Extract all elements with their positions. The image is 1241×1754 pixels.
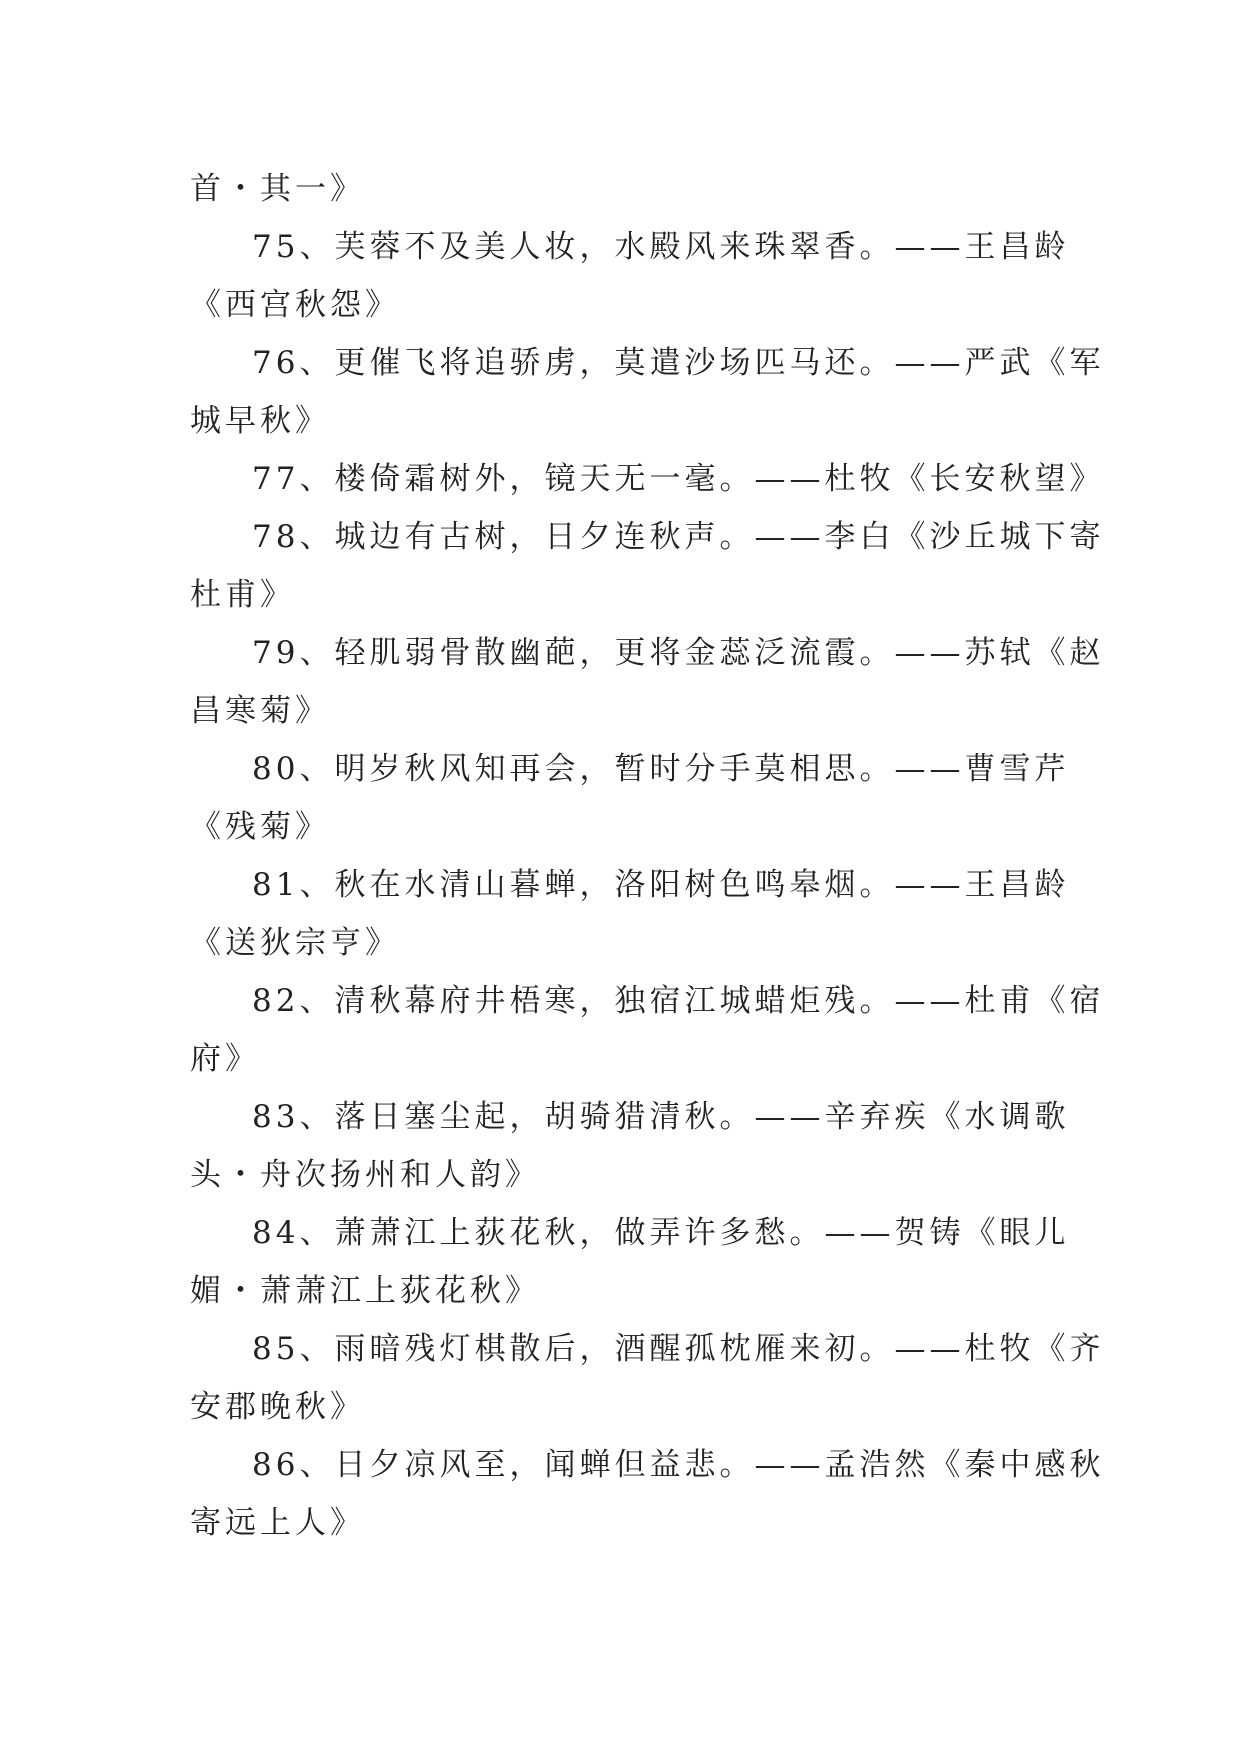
text-line: 76、更催飞将追骄虏，莫遣沙场匹马还。——严武《军 <box>252 345 1105 381</box>
text-line: 81、秋在水清山暮蝉，洛阳树色鸣皋烟。——王昌龄 <box>252 867 1070 903</box>
text-line: 《残菊》 <box>190 809 330 845</box>
text-line: 84、萧萧江上荻花秋，做弄许多愁。——贺铸《眼儿 <box>252 1215 1070 1251</box>
text-line: 昌寒菊》 <box>190 693 330 729</box>
text-line: 府》 <box>190 1041 260 1077</box>
text-line: 83、落日塞尘起，胡骑猎清秋。——辛弃疾《水调歌 <box>252 1099 1070 1135</box>
text-line: 杜甫》 <box>190 577 295 613</box>
text-line: 首・其一》 <box>190 171 365 207</box>
text-line: 《送狄宗亨》 <box>190 925 400 961</box>
text-line: 86、日夕凉风至，闻蝉但益悲。——孟浩然《秦中感秋 <box>252 1447 1105 1483</box>
text-line: 寄远上人》 <box>190 1505 365 1541</box>
text-line: 头・舟次扬州和人韵》 <box>190 1157 540 1193</box>
text-line: 77、楼倚霜树外，镜天无一毫。——杜牧《长安秋望》 <box>252 461 1105 497</box>
text-line: 媚・萧萧江上荻花秋》 <box>190 1273 540 1309</box>
text-line: 安郡晚秋》 <box>190 1389 365 1425</box>
text-line: 80、明岁秋风知再会，暂时分手莫相思。——曹雪芹 <box>252 751 1070 787</box>
text-line: 85、雨暗残灯棋散后，酒醒孤枕雁来初。——杜牧《齐 <box>252 1331 1105 1367</box>
text-line: 82、清秋幕府井梧寒，独宿江城蜡炬残。——杜甫《宿 <box>252 983 1105 1019</box>
text-line: 城早秋》 <box>190 403 330 439</box>
document-body <box>190 160 1105 1552</box>
text-line: 75、芙蓉不及美人妆，水殿风来珠翠香。——王昌龄 <box>252 229 1070 265</box>
text-line: 79、轻肌弱骨散幽葩，更将金蕊泛流霞。——苏轼《赵 <box>252 635 1105 671</box>
text-line: 78、城边有古树，日夕连秋声。——李白《沙丘城下寄 <box>252 519 1105 555</box>
text-line: 《西宫秋怨》 <box>190 287 400 323</box>
